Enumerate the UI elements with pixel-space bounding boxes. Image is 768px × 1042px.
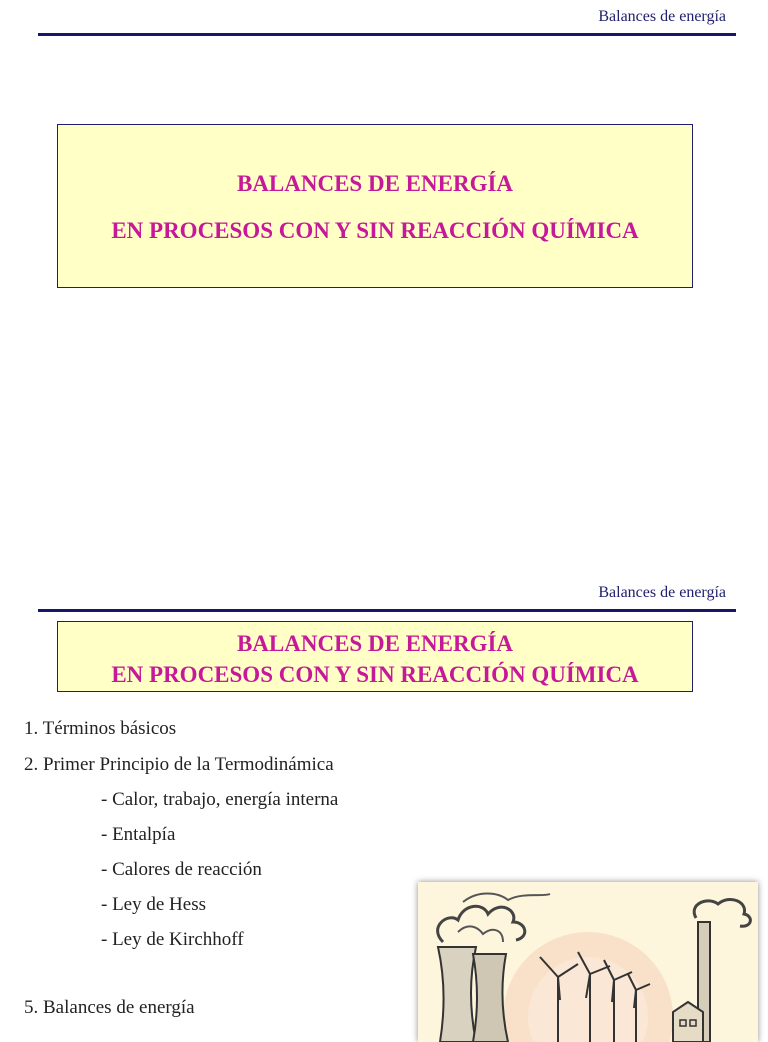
outline-subitem: - Calor, trabajo, energía interna bbox=[101, 789, 339, 810]
header-rule bbox=[38, 33, 736, 36]
outline-item: 5. Balances de energía bbox=[24, 997, 195, 1018]
header-rule bbox=[38, 609, 736, 612]
slide-2 bbox=[0, 576, 768, 1024]
title-line-1: BALANCES DE ENERGÍA bbox=[236, 171, 514, 196]
title-line-2: EN PROCESOS CON Y SIN REACCIÓN QUÍMICA bbox=[111, 662, 639, 687]
outline-subitem: - Entalpía bbox=[101, 824, 176, 845]
title-box bbox=[57, 124, 693, 288]
title-line-1: BALANCES DE ENERGÍA bbox=[236, 631, 514, 656]
outline-subitem: - Ley de Kirchhoff bbox=[101, 929, 244, 950]
power-plant-sketch-icon bbox=[418, 882, 758, 1042]
title-box bbox=[57, 621, 693, 692]
slide-header: Balances de energía bbox=[598, 8, 726, 25]
slide-header: Balances de energía bbox=[598, 584, 726, 601]
title-line-2: EN PROCESOS CON Y SIN REACCIÓN QUÍMICA bbox=[111, 218, 639, 243]
energy-illustration bbox=[418, 882, 758, 1042]
outline-subitem: - Calores de reacción bbox=[101, 859, 262, 880]
outline-subitem: - Ley de Hess bbox=[101, 894, 206, 915]
outline-item: 1. Términos básicos bbox=[24, 718, 177, 739]
outline-item: 2. Primer Principio de la Termodinámica bbox=[24, 754, 334, 775]
